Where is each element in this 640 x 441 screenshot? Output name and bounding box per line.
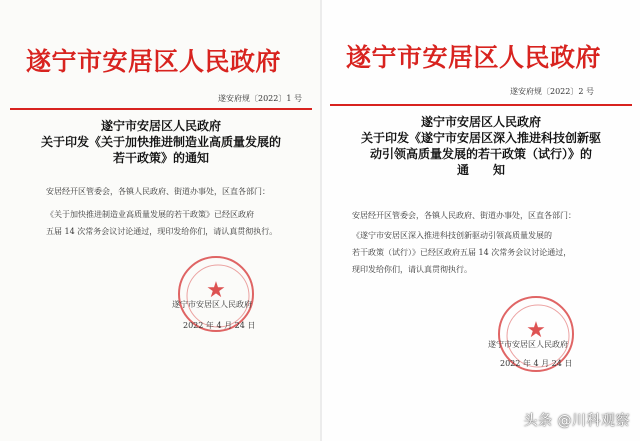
issue-date: 2022 年 4 月 24 日 [183, 321, 256, 330]
title-line: 动引领高质量发展的若干政策（试行）》的 [369, 147, 592, 161]
doc-number: 遂安府规〔2022〕1 号 [218, 94, 302, 103]
body-text [46, 206, 304, 240]
body-line: 现印发给你们，请认真贯彻执行。 [352, 265, 472, 274]
title-line: 关于印发《遂宁市安居区深入推进科技创新驱 [360, 131, 601, 145]
addressee: 安居经开区管委会，各镇人民政府、街道办事处，区直各部门： [46, 187, 270, 196]
signer: 遂宁市安居区人民政府 [488, 340, 568, 349]
notice-title [10, 118, 312, 166]
title-line: 若干政策》的通知 [112, 151, 209, 165]
seal-star-icon: ★ [526, 318, 546, 343]
notice-title [322, 114, 640, 178]
body-text [352, 227, 630, 278]
title-line: 遂宁市安居区人民政府 [100, 119, 221, 133]
watermark: 头条 @川科观察 [523, 413, 630, 429]
seal-star-icon: ★ [206, 278, 226, 303]
body-line: 《遂宁市安居区深入推进科技创新驱动引领高质量发展的 [352, 231, 552, 240]
issuer-header: 遂宁市安居区人民政府 [346, 43, 602, 72]
title-line: 通 知 [456, 163, 505, 177]
body-line: 若干政策（试行）》已经区政府五届 14 次常务会议讨论通过， [352, 248, 572, 257]
issue-date: 2022 年 4 月 24 日 [500, 359, 573, 368]
body-line: 《关于加快推进制造业高质量发展的若干政策》已经区政府 [46, 210, 254, 219]
title-line: 遂宁市安居区人民政府 [420, 115, 541, 129]
body-line: 五届 14 次常务会议讨论通过，现印发给你们，请认真贯彻执行。 [46, 227, 278, 236]
red-divider [330, 104, 632, 106]
issuer-header: 遂宁市安居区人民政府 [26, 47, 282, 76]
title-line: 关于印发《关于加快推进制造业高质量发展的 [40, 135, 281, 149]
signer: 遂宁市安居区人民政府 [172, 300, 252, 309]
red-divider [10, 108, 312, 110]
addressee: 安居经开区管委会，各镇人民政府、街道办事处，区直各部门： [352, 211, 576, 220]
document-right [322, 0, 640, 441]
doc-number: 遂安府规〔2022〕2 号 [510, 87, 594, 96]
